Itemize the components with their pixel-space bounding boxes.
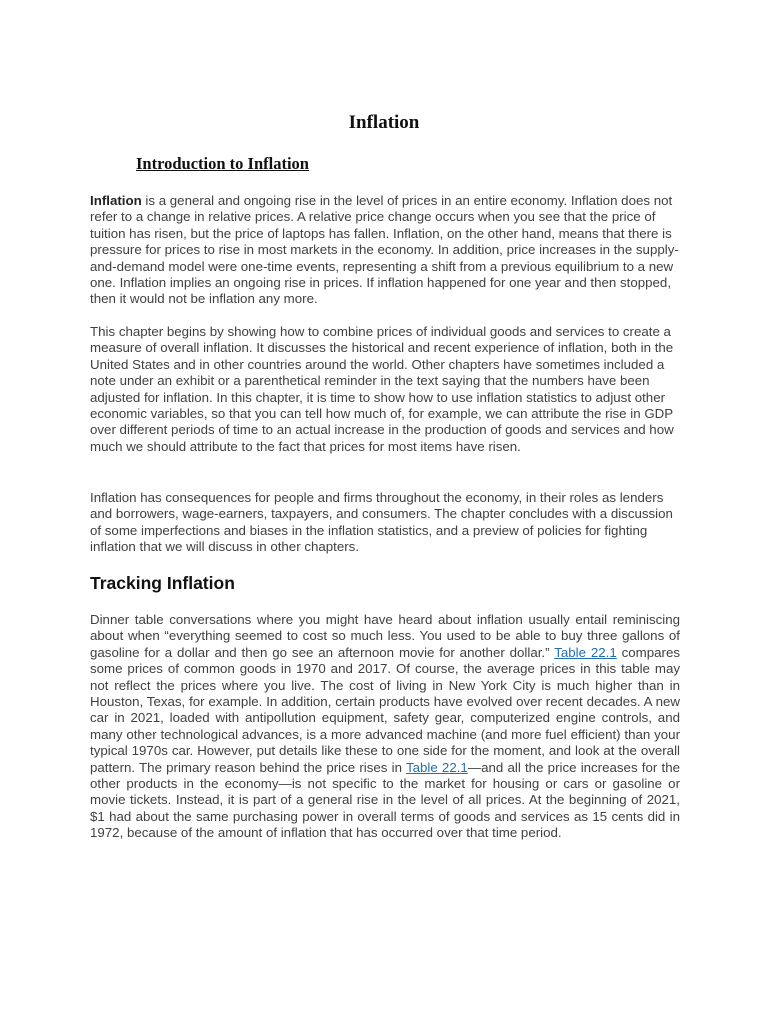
intro-paragraph-1 <box>90 193 680 308</box>
table-22-1-link[interactable]: Table 22.1 <box>554 644 617 660</box>
tracking-paragraph-part-3: —and all the price increases for the other products in the economy—is not specific to the market for housing or cars or gasoline or movie tickets. Instead, it is part of a general rise in the level of all prices. At the beginning of 2021, $1 had about the same purchasing power in overall terms of goods and services as 15 cents did in 1972, because of the amount of inflation that has occurred over that time period. <box>90 759 680 841</box>
section-heading-introduction: Introduction to Inflation <box>136 154 309 173</box>
intro-paragraph-3: Inflation has consequences for people and firms throughout the economy, in their roles as lenders and borrowers, wage-earners, taxpayers, and consumers. The chapter concludes with a discussion of some imperfections and biases in the inflation statistics, and a preview of policies for fighting inflation that we will discuss in other chapters. <box>90 490 673 555</box>
tracking-paragraph-part-2: compares some prices of common goods in 1970 and 2017. Of course, the average prices in this table may not reflect the prices where you live. The cost of living in New York City is much higher than in Houston, Texas, for example. In addition, certain products have evolved over recent decades. A new car in 2021, loaded with antipollution equipment, safety gear, computerized engine controls, and many other technological advances, is a more advanced machine (and more fuel efficient) than your typical 1970s car. However, put details like these to one side for the moment, and look at the overall pattern. The primary reason behind the price rises in <box>90 644 680 775</box>
intro-paragraph-2: This chapter begins by showing how to combine prices of individual goods and services to create a measure of overall inflation. It discusses the historical and recent experience of inflation, both in the United States and in other countries around the world. Other chapters have sometimes included a note under an exhibit or a parenthetical reminder in the text saying that the numbers have been adjusted for inflation. In this chapter, it is time to show how to use inflation statistics to adjust other economic variables, so that you can tell how much of, for example, we can attribute the rise in GDP over different periods of time to an actual increase in the production of goods and services and how much we should attribute to the fact that prices for most items have risen. <box>90 324 674 454</box>
tracking-paragraph-part-1: Dinner table conversations where you might have heard about inflation usually entail reminiscing about when “everything seemed to cost so much less. You used to be able to buy three gallons of gasoline for a dollar and then go see an afternoon movie for another dollar.” <box>90 612 680 660</box>
table-22-1-link-second[interactable]: Table 22.1 <box>405 759 468 775</box>
section-heading-tracking-inflation: Tracking Inflation <box>90 573 235 593</box>
intro-paragraph-1-text: is a general and ongoing rise in the level of prices in an entire economy. Inflation does not refer to a change in relative prices. A relative price change occurs when you see that the price of tuition has risen, but the price of laptops has fallen. Inflation, on the other hand, means that there is pressure for prices to rise in most markets in the economy. In addition, price increases in the supply-and-demand model were one-time events, representing a shift from a previous equilibrium to a new one. Inflation implies an ongoing rise in prices. If inflation happened for one year and then stopped, then it would not be inflation any more. <box>90 193 679 307</box>
tracking-paragraph <box>90 612 680 842</box>
document-title: Inflation <box>348 112 420 133</box>
term-inflation: Inflation <box>90 193 142 208</box>
